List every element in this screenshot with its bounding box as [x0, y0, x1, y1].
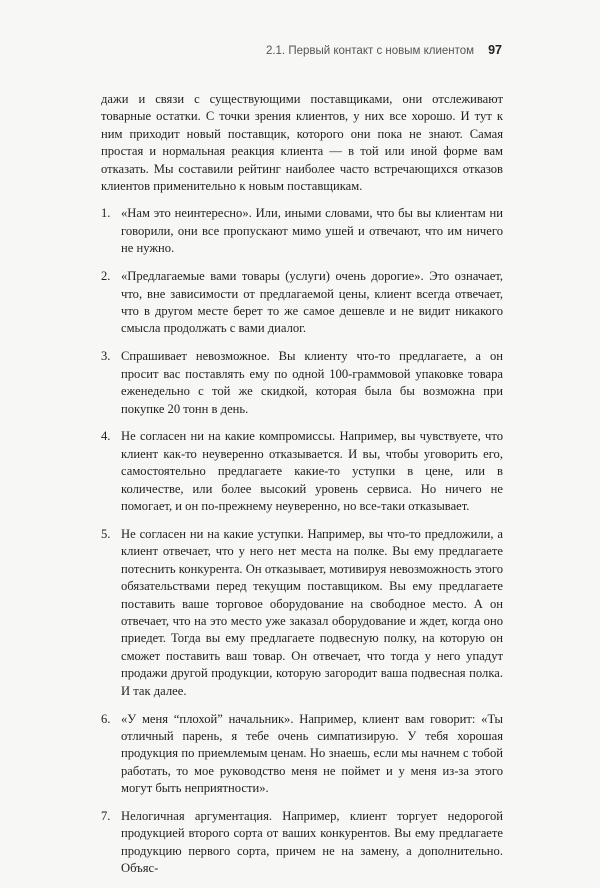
- item-text: «Нам это неинтересно». Или, иными словами, что бы вы клиентам ни говорили, они все пропускают мимо ушей и отвечают, что им ничего не нужно.: [121, 206, 503, 256]
- item-number: 6.: [101, 711, 111, 726]
- item-number: 5.: [101, 526, 111, 541]
- section-title: 2.1. Первый контакт с новым клиентом: [265, 45, 475, 57]
- list-item: [101, 205, 503, 257]
- list-item: [101, 808, 503, 878]
- item-text: «У меня “плохой” начальник». Например, клиент вам говорит: «Ты отличный парень, я тебе очень симпатизирую. У тебя хорошая продукция по приемлемым ценам. Но знаешь, если мы начнем с тобой работать, то мое руководство меня не поймет и у меня из-за этого могут быть неприятности».: [121, 711, 503, 796]
- item-number: 2.: [101, 269, 111, 284]
- list-item: [101, 711, 503, 798]
- objection-list: [101, 205, 503, 877]
- item-number: 3.: [101, 349, 111, 364]
- running-header: [0, 43, 502, 57]
- list-item: [101, 268, 503, 338]
- item-number: 4.: [101, 429, 111, 444]
- list-item: [101, 428, 503, 515]
- item-text: Не согласен ни на какие уступки. Например, вы что-то предложили, а клиент отвечает, что у него нет места на полке. Вы ему предлагаете потеснить конкурента. Он отказывает, мотивируя невозможность этого обязательствами перед текущим поставщиком. Вы ему предлагаете поставить ваше торговое оборудование на свободное место. А он отвечает, что на это место уже заказал оборудование и ждет, когда оно приедет. Тогда вы ему предлагаете подвесную полку, на которую он сможет поставить ваш товар. Он отвечает, что тогда у него упадут продажи другой продукции, которую загородит ваша подвесная полка. И так далее.: [121, 526, 503, 698]
- list-item: [101, 526, 503, 700]
- page-body: [101, 91, 503, 888]
- intro-paragraph: дажи и связи с существующими поставщиками, они отслеживают товарные остатки. С точки зрения клиентов, у них все хорошо. И тут к ним приходит новый поставщик, которого они пока не знают. Самая простая и нормальная реакция клиента — в той или иной форме вам отказать. Мы составили рейтинг наиболее часто встречающихся отказов клиентов применительно к новым поставщикам.: [101, 92, 503, 194]
- item-number: 1.: [101, 206, 111, 221]
- page-number: 97: [488, 43, 502, 57]
- item-text: Не согласен ни на какие компромиссы. Например, вы чувствуете, что клиент как-то неуверенно отказывается. И вы, чтобы уговорить его, самостоятельно предлагаете какие-то уступки в цене, или в количестве, или более высокий уровень сервиса. Но ничего не помогает, и он по-прежнему неуверенно, но все-таки отказывает.: [121, 429, 503, 514]
- item-text: Нелогичная аргументация. Например, клиент торгует недорогой продукцией второго сорта от ваших конкурентов. Вы ему предлагаете продукцию первого сорта, причем не на замену, а дополнительно. Объяс-: [121, 809, 503, 876]
- item-number: 7.: [101, 809, 111, 824]
- item-text: «Предлагаемые вами товары (услуги) очень дорогие». Это означает, что, вне зависимости от предлагаемой цены, клиент всегда отвечает, что в другом месте берет то же самое дешевле и не видит никакого смысла продолжать с вами диалог.: [121, 269, 503, 336]
- list-item: [101, 348, 503, 418]
- item-text: Спрашивает невозможное. Вы клиенту что-то предлагаете, а он просит вас поставлять ему по одной 100-граммовой упаковке товара еженедельно с той же скидкой, которая была бы возможна при покупке 20 тонн в день.: [121, 349, 503, 416]
